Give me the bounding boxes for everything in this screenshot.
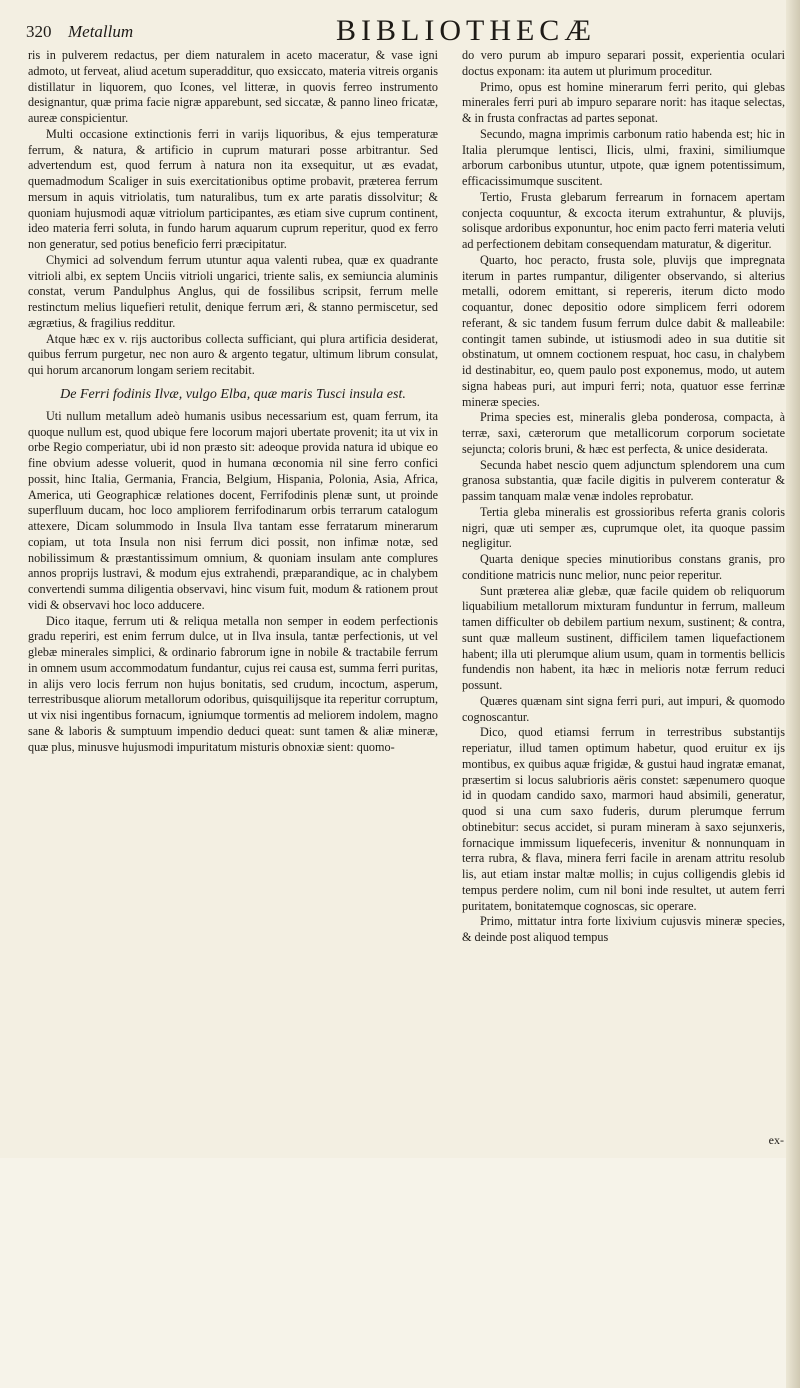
paragraph: Multi occasione extinctionis ferri in varijs liquoribus, & ejus temperaturæ ferrum, & natura, & artificio in cuprum maturari posse arbitrantur. Sed advertendum est, quod ferrum à natura non ita exsequitur, ut æs evadat, quemadmodum Scaliger in suis exercitationibus optime probavit, præterea ferrum mersum in aquis vitriolatis, tum naturalibus, tum ex arte paratis dissolvitur; & quoniam hujusmodi aquæ vitriolum participantes, æs etiam sive cuprum continent, ideo materia ferri soluta, in fundo harum aquarum cuprum reperitur, quod ex ferro non generatur, sed potius beneficio ferri præcipitatur. — [28, 126, 438, 251]
page-number: 320 — [26, 22, 52, 41]
paragraph: Chymici ad solvendum ferrum utuntur aqua valenti rubea, quæ ex quadrante vitrioli albi, ex septem Unciis vitrioli ungarici, triente salis, ex semiuncia aluminis constat, verum Pandulphus Anglus, qui de fossilibus scripsit, ferrum melle restinctum melius liquefieri retulit, denique ferrum æri, & stanno permiscetur, sed ægrætius, & fragilius redditur. — [28, 252, 438, 330]
paragraph: ris in pulverem redactus, per diem naturalem in aceto maceratur, & vase igni admoto, ut ferveat, aliud acetum superadditur, quo exsiccato, materia vitreis organis distillatur in liquorem, quo Icones, vel litteræ, in quovis ferreo instrumento designantur, quæ prima facie nigræ apparebunt, sed siccatæ, & panno lineo fricatæ, aureæ conspicientur. — [28, 48, 438, 125]
paragraph: Dico itaque, ferrum uti & reliqua metalla non semper in eodem perfectionis gradu reperiri, est enim ferrum dulce, ut in Ilva insula, tantæ perfectionis, ut vel glebæ minerales simplici, & ordinario fabrorum igne in nobile & tractabile ferrum in omnem usum accommodatum fundantur, cujus rei causa est, summa ferri puritas, in alijs vero locis ferrum non hujus bonitatis, sed crudum, incoctum, asperum, terrestribusque aliorum metallorum odoribus, quisquilijsque ita reperitur corruptum, ut vix nisi ingentibus fornacum, igniumque tormentis ad meliorem indolem, magno sane & laboris & sumptuum impendio deduci queat: sunt tamen & aliæ mineræ, quæ plus, minusve hujusmodi impuritatum misturis obnoxiæ sient: quomo- — [28, 613, 438, 754]
right-column — [462, 48, 785, 946]
paragraph: do vero purum ab impuro separari possit, experientia oculari doctus exponam: ita autem ut plurimum proceditur. — [462, 48, 785, 78]
paragraph: Dico, quod etiamsi ferrum in terrestribus substantijs reperiatur, illud tamen optimum habetur, quod eruitur ex ijs montibus, ex quibus aquæ frigidæ, & gustui haud ingratæ emanat, præsertim si locus salubrioris aëris constet: sæpenumero quoque id in quodam candido saxo, marmori haud absimili, generatur, quod si una cum saxo fuderis, durum plerumque ferrum obtinebitur: secus accidet, si puram mineram à saxo sejunxeris, fornacique immissum liquefeceris, invenitur & nonnunquam in terra rubra, & flava, minera ferri facile in arenam attritu resolub lis, aut etiam instar maltæ mollis; in cujus colligendis glebis id tempus perdere nolim, cum nil boni inde resultet, ut autem ferri puritatem, bonitatemque cognoscas, sic operare. — [462, 725, 785, 913]
page-header — [26, 14, 786, 50]
running-head: Metallum — [68, 22, 134, 41]
paragraph: Tertio, Frusta glebarum ferrearum in fornacem apertam conjecta coquuntur, & excocta iterum extrahuntur, & pluvijs, solisque ardoribus exponuntur, hoc enim pacto ferri materia veluti ad perfectionem debitam consequendam maturatur, & digeritur. — [462, 189, 785, 251]
paragraph: Quæres quænam sint signa ferri puri, aut impuri, & quomodo cognoscantur. — [462, 693, 785, 724]
paragraph: Secundo, magna imprimis carbonum ratio habenda est; hic in Italia plerumque lentisci, Ilicis, ulmi, fraxini, similiumque arborum carbonibus utuntur, utpote, quæ ignem potentissimum, efficacissimumque suscitent. — [462, 126, 785, 188]
paragraph: Primo, opus est homine minerarum ferri perito, qui glebas minerales ferri puri ab impuro separare norit: has itaque selectas, & in frusta confractas ad partes seponat. — [462, 79, 785, 125]
paragraph: Uti nullum metallum adeò humanis usibus necessarium est, quam ferrum, ita quoque nullum est, quod ubique fere locorum majori ubertate provenit; ita ut vix in orbe Regio comperiatur, ubi id non præsto sit: adeoque provida natura id ubique eo fine obvium adesse voluerit, quod in humana œconomia nil sine ferro confici possit, hinc Italia, Germania, Francia, Belgium, Hispania, Polonia, Asia, Africa, America, uti Geographicæ relationes docent, Ferrifodinis plenæ sunt, ut proinde superfluum ducam, hoc loco ampliorem ferrifodinarum orbis terrarum catalogum attexere, Dicam solummodo in Insula Ilva tantam esse ferratarum minerarum copiam, ut tota Insula non nisi ferrum dici possit, non infimæ notæ, sed nobilissimum & præstantissimum omnium, & quoniam insulam ante complures annos proprijs lustravi, & modum ejus extrahendi, præparandique, ac in chalybem convertendi summa diligentia observavi, hinc visum fuit, modum & rationem prout vidi & observavi hoc loco adducere. — [28, 408, 438, 612]
paragraph: Quarto, hoc peracto, frusta sole, pluvijs que impregnata iterum in partes rumpantur, diligenter observando, si alterius metalli, odorem emittant, si repereris, iterum dicto modo coquantur, donec depositio odore simplicem ferri odorem referant, & sic tandem fusum ferrum dulce dabit & malleabile: contingit tamen subinde, ut istiusmodi adeo in sua dutitie sit obstinatum, ut omnem coctionem respuat, hoc casu, in chalybem id destinabitur, eo, quem paulo post exponemus, modo, ut autem signa habeas puri, aut impuri ferri; nota, quatuor esse ferrinæ mineræ species. — [462, 252, 785, 409]
paragraph: Tertia gleba mineralis est grossioribus referta granis coloris nigri, quæ uti semper æs, cuprumque olet, ita quoque passim negligitur. — [462, 504, 785, 551]
page-binding-edge — [786, 0, 800, 1388]
paragraph: Secunda habet nescio quem adjunctum splendorem una cum granosa substantia, quæ facile digitis in pulverem conteratur & passim tanquam malæ venæ indoles reprobatur. — [462, 457, 785, 503]
catchword: ex- — [768, 1133, 784, 1147]
paragraph: Sunt præterea aliæ glebæ, quæ facile quidem ob reliquorum liquabilium metallorum mixturam funduntur in ferrum, malleum tamen difficulter ob debilem partium nexum, sustinent; & contra, sunt quæ malleum sustinent, difficilem tamen liquefactionem habent; illa uti plerumque alium usum, quam in tormentis bellicis fundendis non habent, ita hæc in melioris notæ ferrum reduci possunt. — [462, 583, 785, 692]
paragraph: Atque hæc ex v. rijs auctoribus collecta sufficiant, qui plura artificia desiderat, quibus ferrum purgetur, nec non auro & argento tegatur, ultimum librum consulat, qui horum arcanorum longam seriem recitabit. — [28, 331, 438, 377]
section-heading: De Ferri fodinis Ilvæ, vulgo Elba, quæ maris Tusci insula est. — [60, 386, 406, 402]
paragraph: Primo, mittatur intra forte lixivium cujusvis mineræ species, & deinde post aliquod tempus — [462, 914, 785, 944]
paragraph: Quarta denique species minutioribus constans granis, pro conditione matricis nunc melior, nunc peior reperitur. — [462, 552, 785, 582]
left-column — [28, 48, 438, 755]
page-margin-bottom — [0, 1158, 800, 1388]
page-title: BIBLIOTHECÆ — [336, 14, 596, 47]
paragraph: Prima species est, mineralis gleba ponderosa, compacta, à terræ, saxi, cæterorum que metallicorum corporum societate sejuncta; coloris bruni, & hæc est perfecta, & unice desiderata. — [462, 410, 785, 456]
